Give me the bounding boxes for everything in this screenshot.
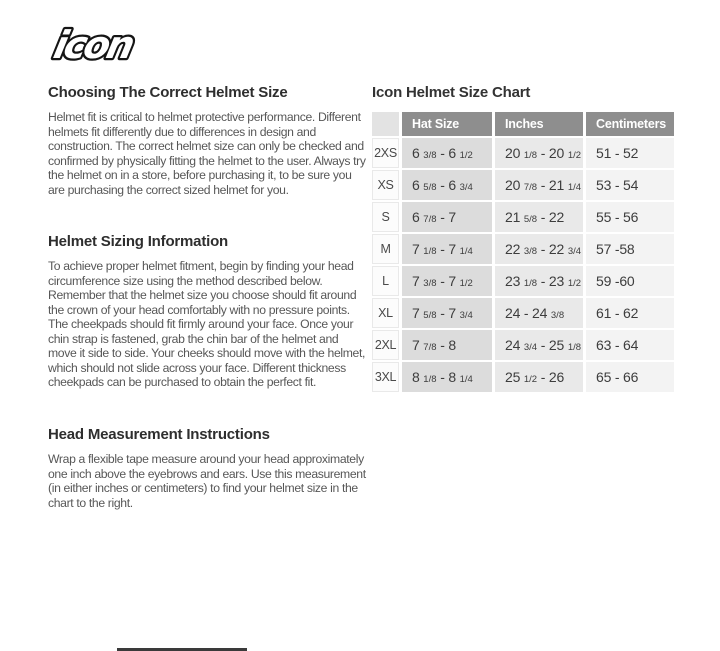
table-row (372, 298, 674, 328)
centimeters-cell: 61 - 62 (586, 298, 674, 328)
table-row (372, 170, 674, 200)
section-measurement-instructions (48, 426, 366, 510)
size-label: 3XL (372, 362, 399, 392)
section-body: Wrap a flexible tape measure around your head approximately one inch above the eyebrows and ears. Use this measurement (in either inches or centimeters) to find your helmet size in the chart to the right. (48, 452, 366, 510)
centimeters-cell: 53 - 54 (586, 170, 674, 200)
inches-cell: 20 7/8 - 21 1/4 (495, 170, 583, 200)
section-sizing-information (48, 233, 366, 390)
size-label: XS (372, 170, 399, 200)
inches-cell: 25 1/2 - 26 (495, 362, 583, 392)
table-row (372, 266, 674, 296)
centimeters-cell: 55 - 56 (586, 202, 674, 232)
inches-cell: 22 3/8 - 22 3/4 (495, 234, 583, 264)
section-heading: Head Measurement Instructions (48, 426, 270, 443)
inches-cell: 21 5/8 - 22 (495, 202, 583, 232)
table-row (372, 234, 674, 264)
centimeters-cell: 63 - 64 (586, 330, 674, 360)
table-row (372, 202, 674, 232)
hat-size-cell: 6 3/8 - 6 1/2 (402, 138, 492, 168)
hat-size-cell: 7 3/8 - 7 1/2 (402, 266, 492, 296)
inches-cell: 24 - 24 3/8 (495, 298, 583, 328)
size-chart-title: Icon Helmet Size Chart (372, 84, 531, 101)
section-heading: Choosing The Correct Helmet Size (48, 84, 288, 101)
col-header-inches: Inches (495, 112, 583, 136)
hat-size-cell: 6 7/8 - 7 (402, 202, 492, 232)
icon-brand-logo (42, 20, 202, 68)
section-heading: Helmet Sizing Information (48, 233, 229, 250)
size-label: L (372, 266, 399, 296)
centimeters-cell: 57 -58 (586, 234, 674, 264)
icon-logo-text: icon (49, 23, 136, 68)
table-row (372, 330, 674, 360)
hat-size-cell: 7 1/8 - 7 1/4 (402, 234, 492, 264)
helmet-size-table (369, 110, 677, 394)
icon-logo-graphic (42, 20, 202, 68)
col-header-hat-size: Hat Size (402, 112, 492, 136)
section-body: To achieve proper helmet fitment, begin by finding your head circumference size using the method described below. Remember that the helmet size you choose should fit around the crown of your head comfortably with no pressure points. The cheekpads should fit firmly around your face. Once your chin strap is fastened, grab the chin bar of the helmet and move it side to side. Your cheeks should move with the helmet, which should not slide across your face. Different thickness cheekpads can be purchased to obtain the perfect fit. (48, 259, 366, 389)
table-row (372, 138, 674, 168)
table-row (372, 362, 674, 392)
inches-cell: 23 1/8 - 23 1/2 (495, 266, 583, 296)
col-header-centimeters: Centimeters (586, 112, 674, 136)
table-header-row (372, 112, 674, 136)
table-corner-cell (372, 112, 399, 136)
section-body: Helmet fit is critical to helmet protective performance. Different helmets fit differently due to differences in design and construction. The correct helmet size can only be checked and confirmed by physically fitting the helmet to the user. Always try the helmet on in a store, before purchasing it, to be sure you are purchasing the correct sized helmet for you. (48, 110, 366, 197)
hat-size-cell: 6 5/8 - 6 3/4 (402, 170, 492, 200)
hat-size-cell: 8 1/8 - 8 1/4 (402, 362, 492, 392)
size-label: XL (372, 298, 399, 328)
size-label: M (372, 234, 399, 264)
centimeters-cell: 51 - 52 (586, 138, 674, 168)
section-choosing-helmet-size (48, 84, 366, 197)
size-label: 2XL (372, 330, 399, 360)
centimeters-cell: 59 -60 (586, 266, 674, 296)
centimeters-cell: 65 - 66 (586, 362, 674, 392)
hat-size-cell: 7 5/8 - 7 3/4 (402, 298, 492, 328)
size-label: 2XS (372, 138, 399, 168)
size-chart-panel (372, 84, 684, 394)
size-label: S (372, 202, 399, 232)
inches-cell: 24 3/4 - 25 1/8 (495, 330, 583, 360)
hat-size-cell: 7 7/8 - 8 (402, 330, 492, 360)
inches-cell: 20 1/8 - 20 1/2 (495, 138, 583, 168)
